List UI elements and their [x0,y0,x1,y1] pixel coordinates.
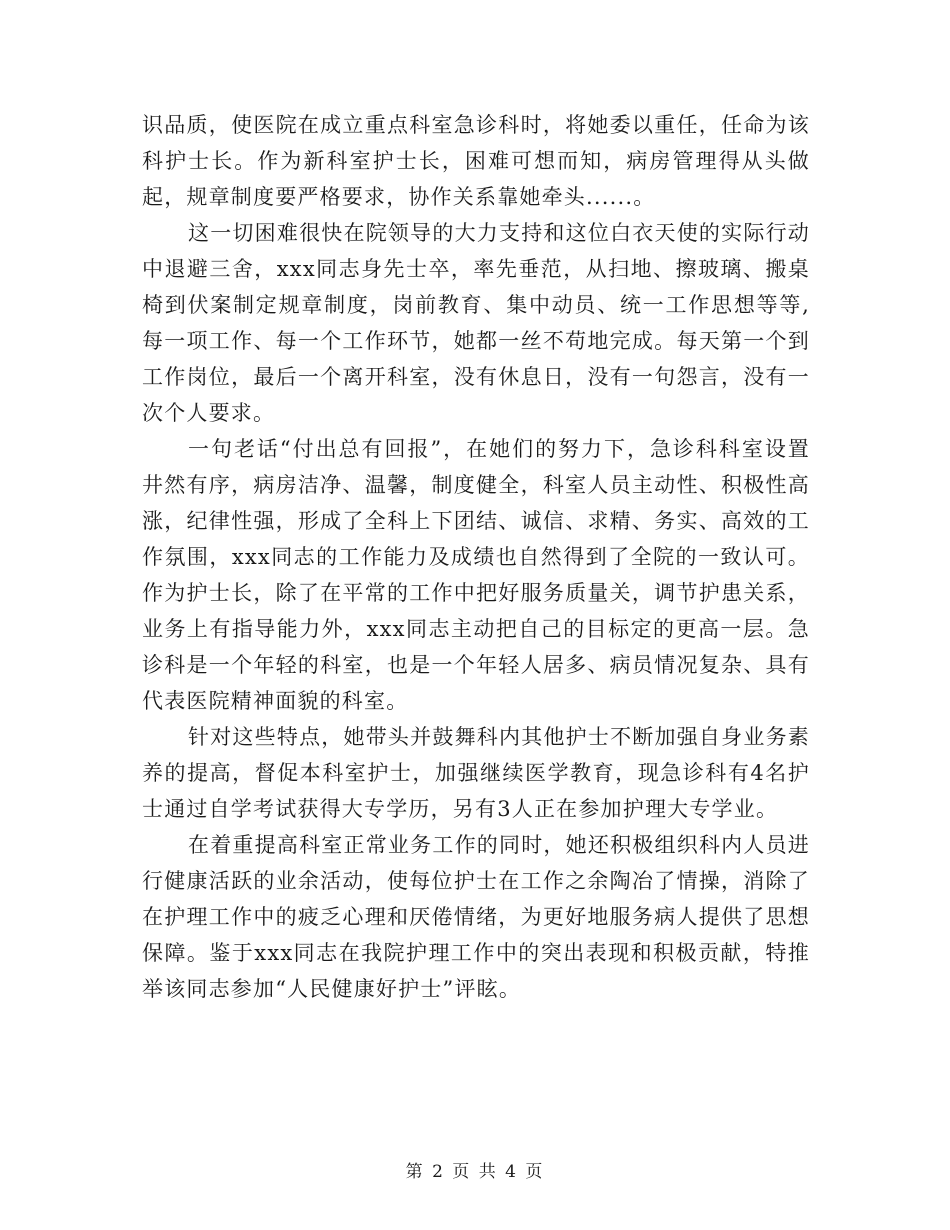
paragraph-2: 这一切困难很快在院领导的大力支持和这位白衣天使的实际行动中退避三舍，xxx同志身先士卒，率先垂范，从扫地、擦玻璃、搬桌椅到伏案制定规章制度，岗前教育、集中动员、统一工作思想等等,每一项工作、每一个工作环节，她都一丝不苟地完成。每天第一个到工作岗位，最后一个离开科室，没有休息日，没有一句怨言，没有一次个人要求。 [142,221,810,425]
page-number-footer: 第 2 页 共 4 页 [405,1162,545,1182]
paragraph-5: 在着重提高科室正常业务工作的同时，她还积极组织科内人员进行健康活跃的业余活动，使每位护士在工作之余陶冶了情操，消除了在护理工作中的疲乏心理和厌倦情绪，为更好地服务病人提供了思想保障。鉴于xxx同志在我院护理工作中的突出表现和积极贡献，特推举该同志参加“人民健康好护士”评眩。 [142,833,810,1001]
paragraph-1: 识品质，使医院在成立重点科室急诊科时，将她委以重任，任命为该科护士长。作为新科室护士长，困难可想而知，病房管理得从头做起，规章制度要严格要求，协作关系靠她牵头......。 [142,113,810,209]
paragraph-4: 针对这些特点，她带头并鼓舞科内其他护士不断加强自身业务素养的提高，督促本科室护士，加强继续医学教育，现急诊科有4名护士通过自学考试获得大专学历，另有3人正在参加护理大专学业。 [142,725,810,821]
paragraph-3: 一句老话“付出总有回报”，在她们的努力下，急诊科科室设置井然有序，病房洁净、温馨，制度健全，科室人员主动性、积极性高涨，纪律性强，形成了全科上下团结、诚信、求精、务实、高效的工作氛围，xxx同志的工作能力及成绩也自然得到了全院的一致认可。作为护士长，除了在平常的工作中把好服务质量关，调节护患关系，业务上有指导能力外，xxx同志主动把自己的目标定的更高一层。急诊科是一个年轻的科室，也是一个年轻人居多、病员情况复杂、具有代表医院精神面貌的科室。 [142,437,810,713]
document-body [142,107,810,1007]
